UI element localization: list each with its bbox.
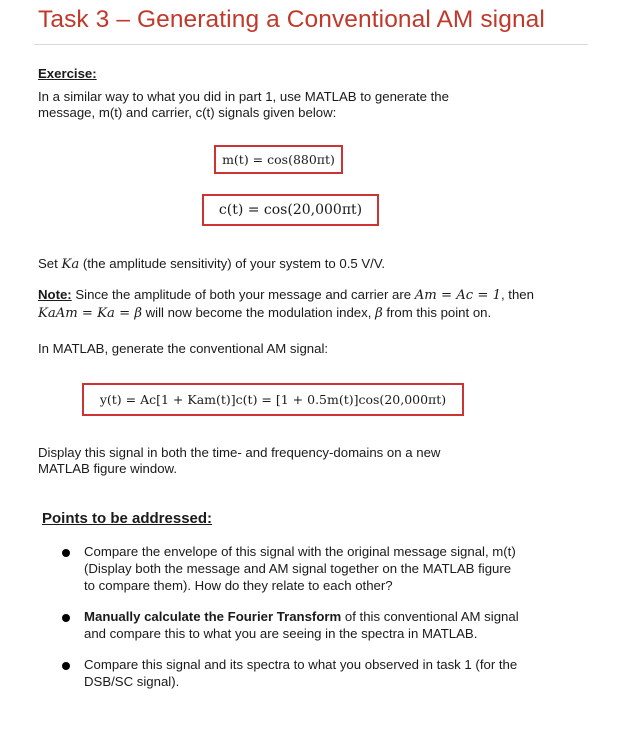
- bullet-icon: [62, 549, 70, 557]
- points-heading: Points to be addressed:: [42, 510, 213, 527]
- point-2-line-1: [84, 609, 519, 625]
- exercise-heading: Exercise:: [38, 66, 97, 81]
- note-line-2: [38, 305, 491, 322]
- message-equation: m(t) = cos(880πt): [222, 152, 335, 167]
- bullet-icon: [62, 614, 70, 622]
- note-line-2-mid: will now become the modulation index,: [141, 305, 376, 320]
- ka-sentence: [38, 256, 385, 273]
- point-3-line-1: Compare this signal and its spectra to what you observed in task 1 (for the: [84, 657, 518, 672]
- am-signal-equation: y(t) = Ac[1 + Kam(t)]c(t) = [1 + 0.5m(t)]cos(20,000πt): [99, 392, 447, 407]
- point-1-line-3: to compare them). How do they relate to each other?: [84, 578, 393, 593]
- am-signal-equation-box: [82, 383, 464, 416]
- exercise-intro-line-2: message, m(t) and carrier, c(t) signals given below:: [38, 105, 337, 120]
- carrier-equation-box: [202, 194, 379, 226]
- page-title: Task 3 – Generating a Conventional AM signal: [38, 6, 545, 33]
- modulation-index-equation: KaAm = Ka = β: [38, 306, 142, 321]
- amplitude-equation: Am = Ac = 1: [414, 288, 501, 303]
- note-line-1-text: Since the amplitude of both your message and carrier are: [71, 287, 415, 302]
- bullet-icon: [62, 662, 70, 670]
- display-line-2: MATLAB figure window.: [38, 461, 178, 476]
- note-label: Note:: [38, 287, 72, 302]
- note-line-1-end: , then: [500, 287, 534, 302]
- point-2-bold: Manually calculate the Fourier Transform: [84, 609, 342, 624]
- message-equation-box: [214, 145, 343, 174]
- ka-symbol: Ka: [61, 257, 80, 272]
- point-1-line-2: (Display both the message and AM signal together on the MATLAB figure: [84, 561, 512, 576]
- note-line-1: [38, 287, 534, 304]
- display-line-1: Display this signal in both the time- and frequency-domains on a new: [38, 445, 441, 460]
- point-2-line-2: and compare this to what you are seeing in the spectra in MATLAB.: [84, 626, 478, 641]
- point-2-line-1-rest: of this conventional AM signal: [341, 609, 519, 624]
- ka-sentence-prefix: Set: [38, 256, 62, 271]
- beta-symbol: β: [375, 306, 383, 321]
- generate-sentence: In MATLAB, generate the conventional AM signal:: [38, 341, 329, 356]
- exercise-intro-line-1: In a similar way to what you did in part 1, use MATLAB to generate the: [38, 89, 449, 104]
- point-1-line-1: Compare the envelope of this signal with the original message signal, m(t): [84, 544, 516, 559]
- point-3-line-2: DSB/SC signal).: [84, 674, 180, 689]
- carrier-equation: c(t) = cos(20,000πt): [218, 202, 363, 218]
- title-underline: [34, 44, 588, 45]
- note-line-2-end: from this point on.: [382, 305, 492, 320]
- ka-sentence-suffix: (the amplitude sensitivity) of your system to 0.5 V/V.: [79, 256, 386, 271]
